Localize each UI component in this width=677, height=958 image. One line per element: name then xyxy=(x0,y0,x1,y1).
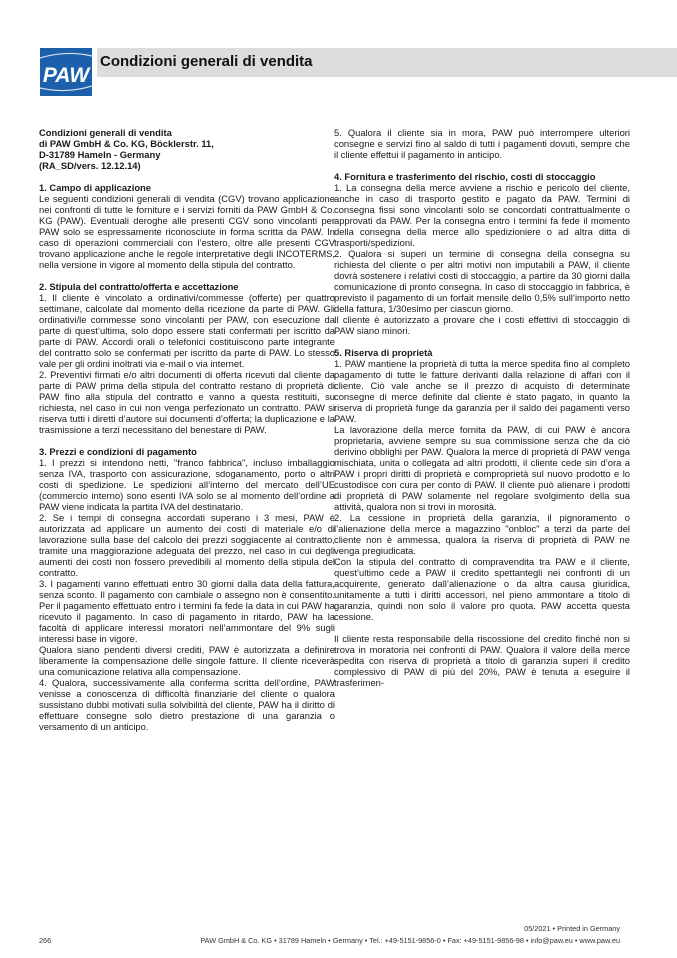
paragraph: Il cliente è autorizzato a provare che i costi effettivi di stoccaggio di PAW siano minori. xyxy=(334,314,630,336)
paragraph: Qualora siano pendenti diversi crediti, PAW è autorizzata a definire liberamente la compensazione delle singole fatture. Il cliente riceverà una comunicazione relativa alla compensazione. xyxy=(39,644,335,677)
page-number: 266 xyxy=(39,936,52,945)
section-title: 2. Stipula del contratto/offerta e accettazione xyxy=(39,281,239,292)
left-column xyxy=(39,127,335,732)
paw-logo-icon xyxy=(40,48,92,96)
intro-line: (RA_SD/vers. 12.12.14) xyxy=(39,160,141,171)
paragraph: 2. La cessione in proprietà della garanzia, il pignoramento o l’alienazione della merce a magazzino "onbloc" a terzi da parte del cliente non è ammessa, qualora la riserva di proprietà di PAW ne venga pregiudicata. xyxy=(334,512,630,556)
print-info: 05/2021 • Printed in Germany xyxy=(524,924,620,933)
intro-line: di PAW GmbH & Co. KG, Böcklerstr. 11, xyxy=(39,138,214,149)
section-title: 5. Riserva di proprietà xyxy=(334,347,433,358)
paragraph: 4. Qualora, successivamente alla conferma scritta dell’ordine, PAW venisse a conoscenza di difficoltà finanziarie del cliente o qualora sussistano dubbi motivati sulla solvibilità del cliente, PAW ha il diritto di effettuare consegne solo dietro prestazione di una garanzia o versamento di un anticipo. xyxy=(39,677,335,732)
paragraph: 2. Qualora si superi un termine di consegna della consegna su richiesta del cliente o per altri motivi non imputabili a PAW, il cliente dovrà sostenere i relativi costi di stoccaggio, a partire da 30 giorni dalla comunicazione di pronto consegna. In caso di stoccaggio in fabbrica, è previsto il pagamento di un forfait mensile dello 0,5% sull’importo netto della fattura, 1/30esimo per ciascun giorno. xyxy=(334,248,630,314)
section-title: 1. Campo di applicazione xyxy=(39,182,152,193)
paw-logo xyxy=(40,48,92,96)
logo-text: PAW xyxy=(42,64,90,87)
footer-contact: PAW GmbH & Co. KG • 31789 Hameln • Germany • Tel.: +49-5151-9856-0 • Fax: +49-5151-9856-98 • info@paw.eu • www.paw.eu xyxy=(200,936,620,945)
paragraph: 1. I prezzi si intendono netti, "franco fabbrica", incluso imballaggio senza IVA, trasporto con assicurazione, sdoganamento, porto o altri costi di spedizione. Le spedizioni all’interno del mercato dell’UE (commercio interno) sono esenti IVA solo se al momento dell’ordine a PAW viene indicata la partita IVA del destinatario. xyxy=(39,457,335,512)
intro-line: Condizioni generali di vendita xyxy=(39,127,172,138)
intro-block xyxy=(39,127,335,171)
paragraph: 1. La consegna della merce avviene a rischio e pericolo del cliente, anche in caso di trasporto gestito e pagato da PAW. Termini di consegna fissi sono vincolanti solo se concordati contrattualmente o approvati da PAW. Per la consegna entro i termini fa fede il momento della consegna della merce allo spedizioniere o ad altra ditta di trasporti/spedizioni. xyxy=(334,182,630,248)
page-title: Condizioni generali di vendita xyxy=(100,53,313,70)
right-column xyxy=(334,127,630,688)
paragraph: Il cliente resta responsabile della riscossione del credito finché non si trova in moratoria nei confronti di PAW. Qualora il valore della merce spedita con riserva di proprietà a titolo di garanzia superi il credito complessivo di PAW di più del 20%, PAW è tenuta a eseguire il trasferimen- xyxy=(334,633,630,688)
paragraph: 2. Se i tempi di consegna accordati superano i 3 mesi, PAW è autorizzata ad applicare un aumento dei costi di materiale e/o di lavorazione sulla base del calcolo dei prezzi soggiacente al contratto, tramite una maggiorazione adeguata del prezzo, nel caso in cui degli aumenti dei costi non fossero prevedibili al momento della stipula del contratto. xyxy=(39,512,335,578)
paragraph: 5. Qualora il cliente sia in mora, PAW può interrompere ulteriori consegne e servizi fino al saldo di tutti i pagamenti dovuti, sempre che il cliente effettui il pagamento in anticipo. xyxy=(334,127,630,160)
intro-line: D-31789 Hameln - Germany xyxy=(39,149,161,160)
paragraph: La lavorazione della merce fornita da PAW, di cui PAW è ancora proprietaria, avviene sempre su sua commissione senza che da ciò derivino obblighi per PAW. Qualora la merce di proprietà di PAW venga mischiata, unita o collegata ad altri prodotti, il cliente cede sin d’ora a PAW i propri diritti di proprietà e comproprietà sul nuovo prodotto e lo custodisce con cura per conto di PAW. Il cliente può alienare i prodotti di proprietà di PAW solamente nel regolare svolgimento della sua attività, qualora non si trovi in morosità. xyxy=(334,424,630,512)
paragraph: 1. PAW mantiene la proprietà di tutta la merce spedita fino al completo pagamento di tutte le fatture derivanti dalla relazione di affari con il cliente. Ciò vale anche se il prezzo di acquisto di determinate consegne di merce definite dal cliente è stato pagato, in quanto la riserva di proprietà funge da garanzia per il saldo dei pagamenti verso PAW. xyxy=(334,358,630,424)
section-title: 4. Fornitura e trasferimento del rischio, costi di stoccaggio xyxy=(334,171,596,182)
section-title: 3. Prezzi e condizioni di pagamento xyxy=(39,446,197,457)
paragraph: 1. Il cliente è vincolato a ordinativi/commesse (offerte) per quattro settimane, calcolate dal momento della ricezione da parte di PAW. Gli ordinativi/le commesse sono vincolanti per PAW, con esecuzione da parte di quest’ultima, solo dopo essere stati confermati per iscritto da parte di PAW. Accordi orali o telefonici costituiscono parte integrante del contratto solo se confermati per iscritto da parte di PAW. Lo stesso vale per gli ordini inoltrati via e-mail o via internet. xyxy=(39,292,335,369)
paragraph: Con la stipula del contratto di compravendita tra PAW e il cliente, quest’ultimo cede a PAW il credito spettantegli nei confronti di un acquirente, generato dall’alienazione o da altra causa giuridica, unitamente a tutti i diritti accessori, nel pieno ammontare a titolo di garanzia, quindi non solo il valore pro quota. PAW accetta questa cessione. xyxy=(334,556,630,622)
paragraph: 2. Preventivi firmati e/o altri documenti di offerta ricevuti dal cliente da parte di PAW prima della stipula del contratto restano di proprietà di PAW fino alla stipula del contratto e vanno a questa restituiti, su richiesta, nel caso in cui non venga perfezionato un contratto. PAW si riserva tutti i diretti d’autore sui documenti d’offerta; la duplicazione e la trasmissione a terzi necessitano del benestare di PAW. xyxy=(39,369,335,435)
paragraph: Le seguenti condizioni generali di vendita (CGV) trovano applicazione nei confronti di tutte le forniture e i servizi forniti da PAW GmbH & Co. KG (PAW). Eventuali deroghe alle presenti CGV sono vincolanti per PAW solo se espressamente riconosciute in forma scritta da PAW. In caso di operazioni commerciali con l’estero, oltre alle presenti CGV trovano applicazione anche le regole interpretative degli INCOTERMS, nella versione in vigore al momento della stipula del contratto. xyxy=(39,193,335,270)
paragraph: 3. I pagamenti vanno effettuati entro 30 giorni dalla data della fattura, senza sconto. Il pagamento con cambiale o assegno non è consentito. Per il pagamento effettuato entro i termini fa fede la data in cui PAW ha ricevuto il pagamento. In caso di pagamento in ritardo, PAW ha la facoltà di applicare interessi moratori nell’ammontare del 9% sugli interessi base in vigore. xyxy=(39,578,335,644)
